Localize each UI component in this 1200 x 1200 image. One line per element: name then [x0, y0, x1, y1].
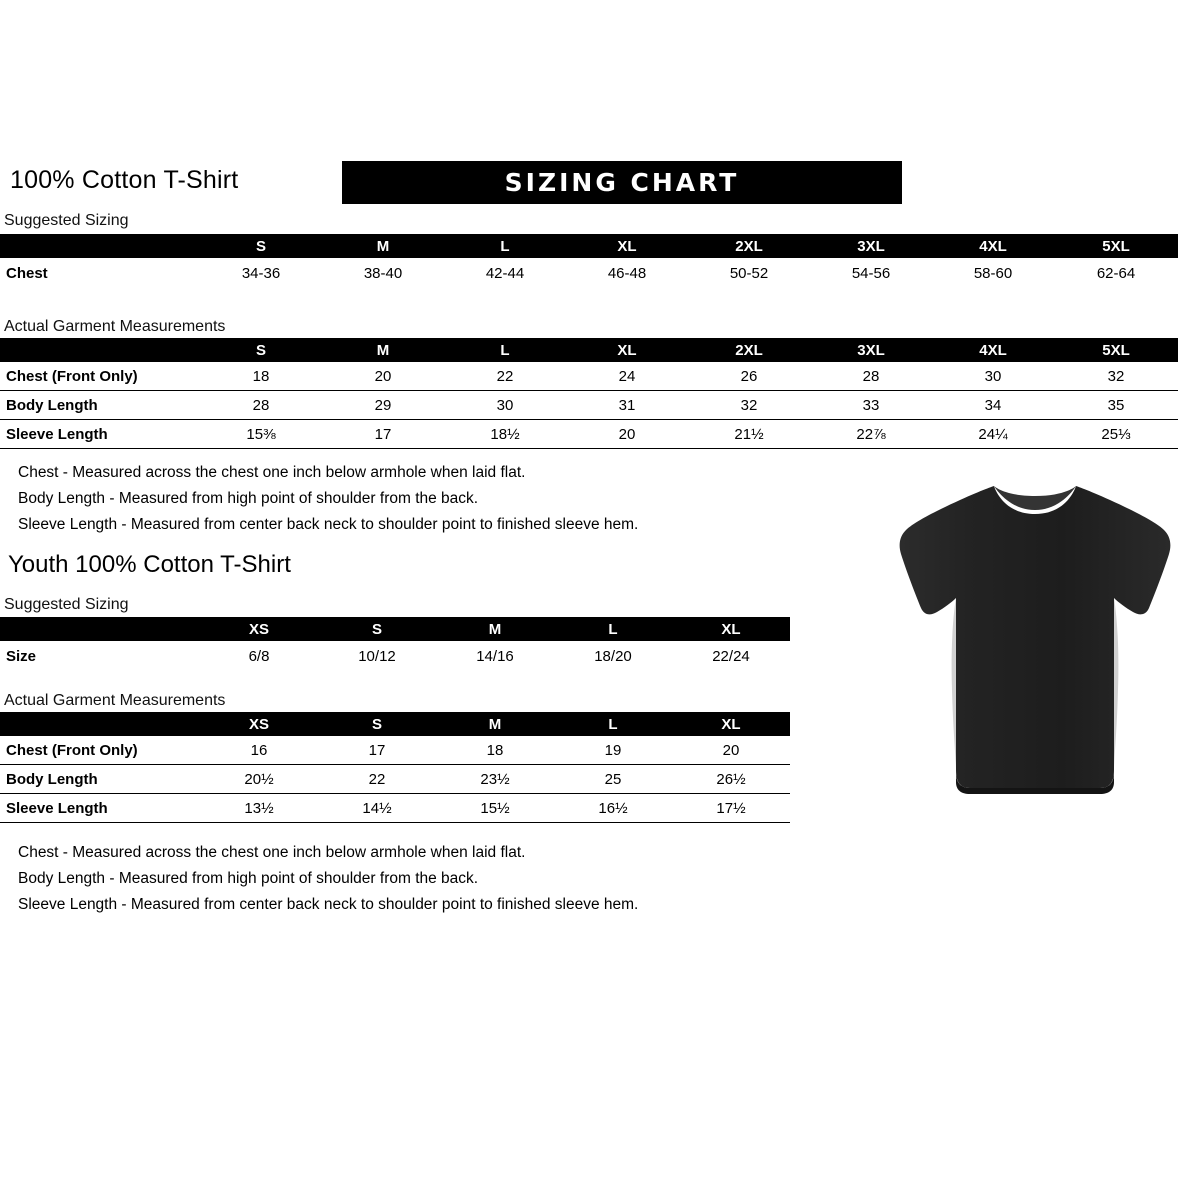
table-cell: 18/20 [594, 647, 632, 665]
col-header: L [500, 341, 510, 359]
row-header: Body Length [6, 396, 98, 414]
table-cell: 17 [374, 425, 392, 443]
table-cell: 15⅜ [246, 425, 276, 443]
table-cell: 16 [250, 741, 268, 759]
table-cell: 18 [252, 367, 270, 385]
table-cell: 20½ [244, 770, 274, 788]
table-header-row [0, 712, 790, 736]
table-cell: 54-56 [851, 264, 891, 282]
col-header: 2XL [735, 341, 763, 359]
youth-suggested-label: Suggested Sizing [4, 596, 129, 613]
table-row [0, 765, 790, 794]
tshirt-icon [890, 470, 1180, 810]
col-header: 2XL [735, 237, 763, 255]
note-line: Sleeve Length - Measured from center back neck to shoulder point to finished sleeve hem. [18, 516, 639, 533]
table-cell: 25 [604, 770, 622, 788]
table-cell: 10/12 [358, 647, 396, 665]
table-row [0, 420, 1178, 449]
table-cell: 24¼ [978, 425, 1008, 443]
col-header: XS [248, 715, 269, 733]
tshirt-illustration [890, 470, 1180, 810]
sizing-chart-banner [342, 161, 902, 204]
table-cell: 26½ [716, 770, 746, 788]
table-cell: 28 [862, 367, 880, 385]
table-cell: 33 [862, 396, 880, 414]
note-line: Chest - Measured across the chest one inch below armhole when laid flat. [18, 464, 526, 481]
col-header: S [371, 715, 382, 733]
table-cell: 20 [374, 367, 392, 385]
note-line: Chest - Measured across the chest one inch below armhole when laid flat. [18, 844, 526, 861]
table-cell: 23½ [480, 770, 510, 788]
note-line: Body Length - Measured from high point of shoulder from the back. [18, 490, 479, 507]
sizing-chart-banner-label: SIZING CHART [504, 168, 740, 197]
table-cell: 50-52 [729, 264, 769, 282]
table-cell: 22 [496, 367, 514, 385]
adult-notes [18, 460, 638, 538]
table-header-row [0, 338, 1178, 362]
col-header: L [608, 715, 618, 733]
table-cell: 15½ [480, 799, 510, 817]
table-cell: 20 [722, 741, 740, 759]
table-cell: 32 [1107, 367, 1125, 385]
table-row [0, 362, 1178, 391]
col-header: M [376, 341, 390, 359]
table-cell: 34 [984, 396, 1002, 414]
table-cell: 18 [486, 741, 504, 759]
table-corner-cell [0, 234, 200, 258]
row-header: Sleeve Length [6, 425, 108, 443]
table-corner-cell [0, 617, 200, 641]
col-header: L [608, 620, 618, 638]
youth-suggested-table [0, 617, 790, 671]
table-cell: 16½ [598, 799, 628, 817]
note-line: Sleeve Length - Measured from center back neck to shoulder point to finished sleeve hem. [18, 896, 639, 913]
col-header: 3XL [857, 341, 885, 359]
col-header: M [488, 715, 502, 733]
row-header: Chest (Front Only) [6, 741, 138, 759]
row-header: Sleeve Length [6, 799, 108, 817]
note-line: Body Length - Measured from high point of shoulder from the back. [18, 870, 479, 887]
table-cell: 20 [618, 425, 636, 443]
table-cell: 62-64 [1096, 264, 1136, 282]
table-cell: 26 [740, 367, 758, 385]
col-header: 4XL [979, 237, 1007, 255]
col-header: XL [721, 715, 741, 733]
table-cell: 58-60 [973, 264, 1013, 282]
row-header: Chest (Front Only) [6, 367, 138, 385]
col-header: S [255, 237, 266, 255]
table-row [0, 258, 1178, 288]
adult-suggested-table [0, 234, 1178, 288]
table-header-row [0, 617, 790, 641]
adult-actual-label: Actual Garment Measurements [4, 318, 226, 335]
col-header: M [488, 620, 502, 638]
table-cell: 38-40 [363, 264, 403, 282]
col-header: XL [617, 341, 637, 359]
col-header: S [255, 341, 266, 359]
row-header: Body Length [6, 770, 98, 788]
table-cell: 17½ [716, 799, 746, 817]
table-header-row [0, 234, 1178, 258]
table-cell: 35 [1107, 396, 1125, 414]
row-header: Size [6, 647, 37, 665]
youth-actual-label: Actual Garment Measurements [4, 692, 226, 709]
table-row [0, 391, 1178, 420]
table-row [0, 641, 790, 671]
adult-actual-table [0, 338, 1178, 449]
table-cell: 22 [368, 770, 386, 788]
youth-actual-table [0, 712, 790, 823]
col-header: 3XL [857, 237, 885, 255]
table-cell: 13½ [244, 799, 274, 817]
table-cell: 14½ [362, 799, 392, 817]
table-cell: 14/16 [476, 647, 514, 665]
page-title: 100% Cotton T-Shirt [10, 166, 239, 194]
youth-notes [18, 840, 638, 918]
table-corner-cell [0, 338, 200, 362]
table-cell: 34-36 [241, 264, 281, 282]
col-header: M [376, 237, 390, 255]
table-cell: 19 [604, 741, 622, 759]
table-cell: 24 [618, 367, 636, 385]
table-row [0, 794, 790, 823]
table-cell: 22⅞ [856, 425, 886, 443]
table-cell: 30 [984, 367, 1002, 385]
table-cell: 29 [374, 396, 392, 414]
col-header: 5XL [1102, 341, 1130, 359]
table-cell: 18½ [490, 425, 520, 443]
col-header: XS [248, 620, 269, 638]
col-header: XL [721, 620, 741, 638]
col-header: L [500, 237, 510, 255]
col-header: 5XL [1102, 237, 1130, 255]
table-cell: 17 [368, 741, 386, 759]
col-header: 4XL [979, 341, 1007, 359]
table-cell: 31 [618, 396, 636, 414]
table-cell: 25⅓ [1101, 425, 1131, 443]
table-cell: 32 [740, 396, 758, 414]
table-cell: 21½ [734, 425, 764, 443]
table-row [0, 736, 790, 765]
row-header: Chest [6, 264, 48, 282]
col-header: S [371, 620, 382, 638]
youth-section-title: Youth 100% Cotton T-Shirt [8, 551, 291, 578]
table-cell: 46-48 [607, 264, 647, 282]
table-cell: 22/24 [712, 647, 750, 665]
col-header: XL [617, 237, 637, 255]
table-cell: 6/8 [248, 647, 270, 665]
table-cell: 28 [252, 396, 270, 414]
table-cell: 42-44 [485, 264, 525, 282]
table-corner-cell [0, 712, 200, 736]
table-cell: 30 [496, 396, 514, 414]
adult-suggested-label: Suggested Sizing [4, 212, 129, 229]
